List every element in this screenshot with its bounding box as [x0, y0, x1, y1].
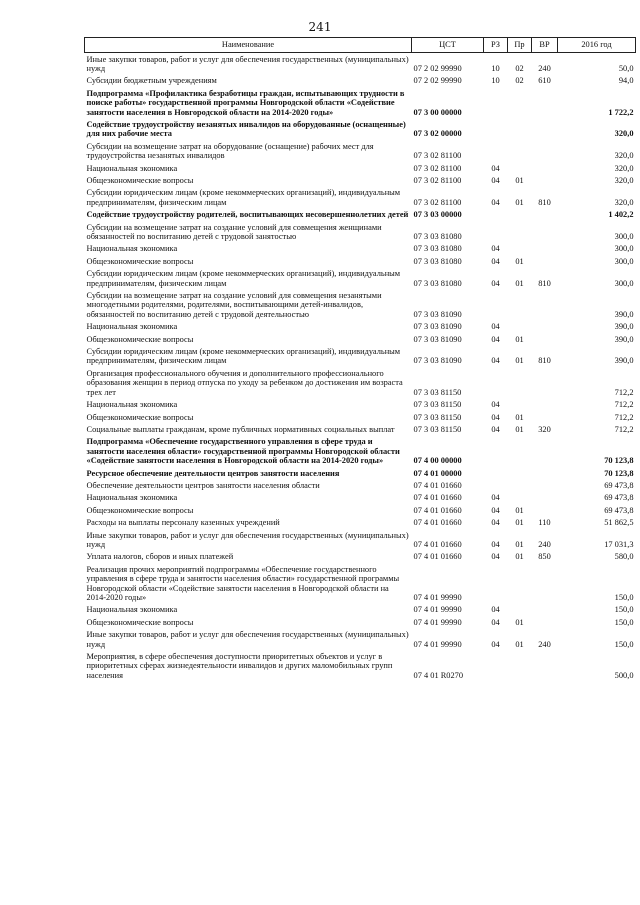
cell-name: Субсидии бюджетным учреждениям: [86, 76, 217, 86]
cell-rz: 04: [491, 163, 500, 173]
cell-name: Национальная экономика: [86, 163, 178, 173]
cell-vr: [532, 290, 558, 321]
cell-rz: 04: [491, 518, 500, 528]
cell-pr: 01: [515, 412, 524, 422]
cell-amount: 712,2: [614, 387, 634, 397]
cell-cst: 07 3 03 00000: [413, 210, 462, 220]
table-body: [85, 53, 636, 682]
cell-pr: 01: [515, 278, 524, 288]
cell-name: Реализация прочих мероприятий подпрограммы «Обеспечение государственного управления в сфере труда и занятости населения области» государственной программы Новгородской области «Содействие занятости населения в Новгородской области на 2014-2020 годы»: [86, 564, 400, 602]
table-row: [85, 333, 636, 345]
cell-rz: [484, 221, 508, 243]
cell-name: Субсидии на возмещение затрат на создание условий для совмещения женщинами обязанностей по воспитанию детей с трудовой занятостью: [86, 222, 382, 241]
header-pr: Пр: [508, 38, 532, 53]
cell-amount: 712,2: [614, 400, 634, 410]
cell-cst: 07 3 03 81150: [413, 400, 462, 410]
cell-cst: 07 3 00 00000: [413, 107, 462, 117]
cell-vr: 850: [538, 552, 551, 562]
cell-rz: 04: [491, 400, 500, 410]
cell-cst: 07 4 01 99990: [413, 639, 462, 649]
cell-cst: 07 2 02 99990: [413, 63, 462, 73]
cell-name: Социальные выплаты гражданам, кроме публичных нормативных социальных выплат: [86, 424, 395, 434]
table-row: [85, 53, 636, 75]
cell-rz: [484, 87, 508, 118]
cell-vr: [532, 411, 558, 423]
cell-vr: [532, 140, 558, 162]
cell-pr: 01: [515, 256, 524, 266]
table-row: [85, 321, 636, 333]
table-row: [85, 563, 636, 604]
cell-pr: 01: [515, 539, 524, 549]
cell-rz: 10: [491, 76, 500, 86]
cell-name: Иные закупки товаров, работ и услуг для обеспечения государственных (муниципальных) нужд: [86, 54, 409, 73]
cell-amount: 300,0: [614, 278, 634, 288]
cell-cst: 07 3 03 81080: [413, 256, 462, 266]
table-row: [85, 529, 636, 551]
table-row: [85, 140, 636, 162]
cell-amount: 51 862,5: [604, 518, 634, 528]
cell-pr: [508, 399, 532, 411]
cell-amount: 150,0: [614, 593, 634, 602]
cell-rz: 04: [491, 493, 500, 503]
cell-name: Содействие трудоустройству родителей, воспитывающих несовершеннолетних детей: [86, 210, 409, 220]
cell-vr: 610: [538, 76, 551, 86]
cell-name: Национальная экономика: [86, 322, 178, 332]
cell-pr: [508, 563, 532, 604]
cell-vr: 240: [538, 639, 551, 649]
cell-pr: [508, 467, 532, 479]
cell-name: Ресурсное обеспечение деятельности центров занятости населения: [86, 468, 340, 478]
cell-amount: 300,0: [614, 256, 634, 266]
cell-rz: 04: [491, 356, 500, 366]
cell-amount: 712,2: [614, 424, 634, 434]
cell-amount: 70 123,8: [604, 468, 634, 478]
cell-name: Подпрограмма «Обеспечение государственного управления в сфере труда и занятости населения области» государственной программы Новгородской области «Содействие занятости населения в Новгородской области на 2014-2020 годы»: [86, 437, 400, 466]
cell-vr: [532, 221, 558, 243]
cell-amount: 1 722,2: [608, 107, 634, 117]
cell-name: Национальная экономика: [86, 244, 178, 254]
cell-cst: 07 3 02 81100: [413, 151, 462, 161]
cell-pr: 02: [515, 76, 524, 86]
cell-cst: 07 3 03 81090: [413, 322, 462, 332]
cell-amount: 50,0: [618, 63, 634, 73]
table-row: [85, 504, 636, 516]
cell-amount: 390,0: [614, 309, 634, 319]
cell-name: Субсидии на возмещение затрат на оборудование (оснащение) рабочих мест для трудоустройства незанятых инвалидов: [86, 141, 374, 161]
table-row: [85, 367, 636, 398]
table-row: [85, 255, 636, 267]
cell-name: Общеэкономические вопросы: [86, 256, 194, 266]
cell-vr: [532, 616, 558, 628]
cell-name: Подпрограмма «Профилактика безработицы граждан, испытывающих трудности в поиске работы» государственной программы Новгородской области «Содействие занятости населения в Новгородской области на 2014-2020 годы»: [86, 88, 405, 117]
cell-pr: 01: [515, 197, 524, 207]
cell-amount: 300,0: [614, 232, 634, 241]
table-row: [85, 268, 636, 290]
cell-rz: 04: [491, 539, 500, 549]
cell-amount: 150,0: [614, 605, 634, 615]
header-cst: ЦСТ: [412, 38, 484, 53]
cell-pr: [508, 221, 532, 243]
cell-pr: [508, 140, 532, 162]
cell-vr: 810: [538, 197, 551, 207]
table-row: [85, 423, 636, 435]
cell-pr: 01: [515, 552, 524, 562]
cell-rz: [484, 367, 508, 398]
table-row: [85, 616, 636, 628]
cell-pr: [508, 290, 532, 321]
cell-pr: [508, 118, 532, 140]
cell-pr: 01: [515, 424, 524, 434]
cell-cst: 07 4 01 R0270: [413, 670, 464, 680]
table-row: [85, 651, 636, 682]
cell-name: Национальная экономика: [86, 605, 178, 615]
cell-vr: [532, 467, 558, 479]
cell-rz: 04: [491, 412, 500, 422]
cell-pr: [508, 87, 532, 118]
cell-cst: 07 3 03 81080: [413, 232, 462, 241]
table-row: [85, 479, 636, 491]
cell-pr: [508, 436, 532, 467]
cell-amount: 320,0: [614, 163, 634, 173]
cell-vr: [532, 436, 558, 467]
cell-cst: 07 3 03 81150: [413, 387, 462, 397]
cell-pr: 01: [515, 617, 524, 627]
cell-cst: 07 3 03 81090: [413, 334, 462, 344]
table-row: [85, 187, 636, 209]
header-year: 2016 год: [558, 38, 636, 53]
cell-rz: 04: [491, 617, 500, 627]
cell-cst: 07 3 03 81080: [413, 278, 462, 288]
cell-vr: [532, 243, 558, 255]
table-row: [85, 75, 636, 87]
cell-amount: 69 473,8: [604, 493, 634, 503]
cell-name: Общеэкономические вопросы: [86, 617, 194, 627]
cell-rz: 10: [491, 63, 500, 73]
cell-cst: 07 3 02 81100: [413, 163, 462, 173]
cell-pr: [508, 162, 532, 174]
table-row: [85, 604, 636, 616]
cell-amount: 69 473,8: [604, 480, 634, 490]
cell-cst: 07 4 01 01660: [413, 480, 462, 490]
cell-pr: [508, 243, 532, 255]
cell-vr: [532, 118, 558, 140]
cell-name: Общеэкономические вопросы: [86, 412, 194, 422]
table-row: [85, 629, 636, 651]
cell-vr: [532, 162, 558, 174]
budget-table: [84, 37, 636, 682]
table-row: [85, 492, 636, 504]
cell-name: Содействие трудоустройству незанятых инвалидов на оборудованные (оснащенные) для них рабочие места: [86, 119, 406, 139]
table-row: [85, 467, 636, 479]
cell-rz: [484, 209, 508, 221]
cell-pr: 01: [515, 334, 524, 344]
cell-rz: 04: [491, 639, 500, 649]
cell-vr: [532, 399, 558, 411]
cell-pr: 01: [515, 175, 524, 185]
table-row: [85, 87, 636, 118]
cell-rz: [484, 467, 508, 479]
cell-vr: [532, 604, 558, 616]
table-row: [85, 551, 636, 563]
cell-vr: [532, 492, 558, 504]
cell-cst: 07 3 03 81150: [413, 412, 462, 422]
cell-amount: 150,0: [614, 639, 634, 649]
cell-amount: 390,0: [614, 334, 634, 344]
cell-cst: 07 2 02 99990: [413, 76, 462, 86]
cell-vr: [532, 333, 558, 345]
cell-vr: [532, 321, 558, 333]
cell-cst: 07 4 01 01660: [413, 552, 462, 562]
cell-name: Субсидии юридическим лицам (кроме некоммерческих организаций), индивидуальным предпринимателям, физическим лицам: [86, 188, 401, 207]
cell-vr: [532, 174, 558, 186]
cell-rz: 04: [491, 424, 500, 434]
cell-pr: 01: [515, 356, 524, 366]
cell-amount: 320,0: [614, 175, 634, 185]
cell-name: Общеэкономические вопросы: [86, 334, 194, 344]
cell-pr: 01: [515, 639, 524, 649]
cell-pr: [508, 604, 532, 616]
cell-cst: 07 3 03 81090: [413, 356, 462, 366]
cell-amount: 712,2: [614, 412, 634, 422]
cell-rz: [484, 290, 508, 321]
cell-name: Обеспечение деятельности центров занятости населения области: [86, 480, 320, 490]
page-number: 241: [308, 20, 332, 34]
cell-cst: 07 3 03 81080: [413, 244, 462, 254]
cell-vr: [532, 255, 558, 267]
cell-pr: [508, 651, 532, 682]
cell-pr: 01: [515, 505, 524, 515]
cell-pr: 02: [515, 63, 524, 73]
cell-vr: [532, 209, 558, 221]
cell-pr: [508, 492, 532, 504]
cell-name: Организация профессионального обучения и дополнительного профессионального образования женщин в период отпуска по уходу за ребенком до достижения им возраста трех лет: [86, 368, 403, 397]
cell-cst: 07 4 01 99990: [413, 617, 462, 627]
header-name: Наименование: [85, 38, 412, 53]
cell-name: Уплата налогов, сборов и иных платежей: [86, 552, 234, 562]
cell-amount: 69 473,8: [604, 505, 634, 515]
cell-amount: 150,0: [614, 617, 634, 627]
header-vr: ВР: [532, 38, 558, 53]
cell-amount: 70 123,8: [604, 456, 634, 466]
cell-cst: 07 4 01 01660: [413, 505, 462, 515]
table-row: [85, 243, 636, 255]
cell-amount: 94,0: [618, 76, 634, 86]
table-row: [85, 162, 636, 174]
table-row: [85, 290, 636, 321]
cell-vr: 240: [538, 539, 551, 549]
cell-rz: [484, 479, 508, 491]
cell-rz: 04: [491, 505, 500, 515]
cell-vr: [532, 651, 558, 682]
table-row: [85, 411, 636, 423]
cell-cst: 07 3 03 81090: [413, 309, 462, 319]
cell-name: Национальная экономика: [86, 493, 178, 503]
cell-cst: 07 4 00 00000: [413, 456, 462, 466]
cell-rz: 04: [491, 334, 500, 344]
cell-vr: 110: [538, 518, 551, 528]
cell-pr: [508, 321, 532, 333]
cell-name: Субсидии юридическим лицам (кроме некоммерческих организаций), индивидуальным предпринимателям, физическим лицам: [86, 347, 401, 366]
cell-rz: 04: [491, 552, 500, 562]
cell-amount: 1 402,2: [608, 210, 634, 220]
cell-vr: 320: [538, 424, 551, 434]
table-header: [85, 38, 636, 53]
cell-vr: [532, 479, 558, 491]
cell-cst: 07 4 01 01660: [413, 539, 462, 549]
cell-name: Мероприятия, в сфере обеспечения доступности приоритетных объектов и услуг в приоритетных сферах жизнедеятельности инвалидов и других маломобильных групп населения: [86, 652, 393, 680]
cell-rz: 04: [491, 256, 500, 266]
cell-cst: 07 3 02 81100: [413, 175, 462, 185]
cell-amount: 300,0: [614, 244, 634, 254]
table-row: [85, 174, 636, 186]
cell-name: Иные закупки товаров, работ и услуг для обеспечения государственных (муниципальных) нужд: [86, 530, 409, 549]
cell-vr: [532, 367, 558, 398]
cell-name: Иные закупки товаров, работ и услуг для обеспечения государственных (муниципальных) нужд: [86, 630, 409, 649]
cell-rz: 04: [491, 244, 500, 254]
cell-amount: 320,0: [614, 151, 634, 161]
cell-cst: 07 3 03 81150: [413, 424, 462, 434]
cell-rz: [484, 651, 508, 682]
cell-amount: 390,0: [614, 322, 634, 332]
table-row: [85, 346, 636, 368]
header-rz: РЗ: [484, 38, 508, 53]
cell-rz: [484, 140, 508, 162]
cell-rz: [484, 118, 508, 140]
cell-cst: 07 4 01 99990: [413, 605, 462, 615]
cell-amount: 580,0: [614, 552, 634, 562]
cell-vr: 810: [538, 278, 551, 288]
cell-amount: 320,0: [614, 129, 634, 139]
cell-vr: [532, 87, 558, 118]
cell-vr: [532, 504, 558, 516]
cell-amount: 17 031,3: [604, 539, 634, 549]
cell-rz: 04: [491, 175, 500, 185]
cell-pr: [508, 479, 532, 491]
cell-rz: [484, 563, 508, 604]
cell-name: Общеэкономические вопросы: [86, 505, 194, 515]
table-row: [85, 517, 636, 529]
cell-cst: 07 3 02 81100: [413, 197, 462, 207]
table-row: [85, 399, 636, 411]
cell-cst: 07 4 01 00000: [413, 468, 462, 478]
cell-name: Субсидии юридическим лицам (кроме некоммерческих организаций), индивидуальным предпринимателям, физическим лицам: [86, 269, 401, 288]
cell-name: Общеэкономические вопросы: [86, 175, 194, 185]
cell-name: Расходы на выплаты персоналу казенных учреждений: [86, 518, 280, 528]
cell-cst: 07 4 01 01660: [413, 518, 462, 528]
cell-rz: 04: [491, 278, 500, 288]
cell-rz: 04: [491, 197, 500, 207]
cell-pr: [508, 209, 532, 221]
table-row: [85, 436, 636, 467]
table-row: [85, 209, 636, 221]
cell-pr: 01: [515, 518, 524, 528]
cell-name: Национальная экономика: [86, 400, 178, 410]
table-row: [85, 221, 636, 243]
cell-amount: 390,0: [614, 356, 634, 366]
cell-rz: 04: [491, 322, 500, 332]
cell-amount: 320,0: [614, 197, 634, 207]
cell-rz: 04: [491, 605, 500, 615]
cell-pr: [508, 367, 532, 398]
cell-vr: 810: [538, 356, 551, 366]
cell-vr: 240: [538, 63, 551, 73]
cell-cst: 07 4 01 99990: [413, 593, 462, 602]
cell-cst: 07 3 02 00000: [413, 129, 462, 139]
cell-cst: 07 4 01 01660: [413, 493, 462, 503]
table-row: [85, 118, 636, 140]
cell-vr: [532, 563, 558, 604]
cell-rz: [484, 436, 508, 467]
cell-name: Субсидии на возмещение затрат на создание условий для совмещения незанятыми многодетными родителями, родителями, воспитывающими детей-инвалидов, обязанностей по воспитанию детей с трудовой деятельностью: [86, 291, 382, 319]
cell-amount: 500,0: [614, 670, 634, 680]
